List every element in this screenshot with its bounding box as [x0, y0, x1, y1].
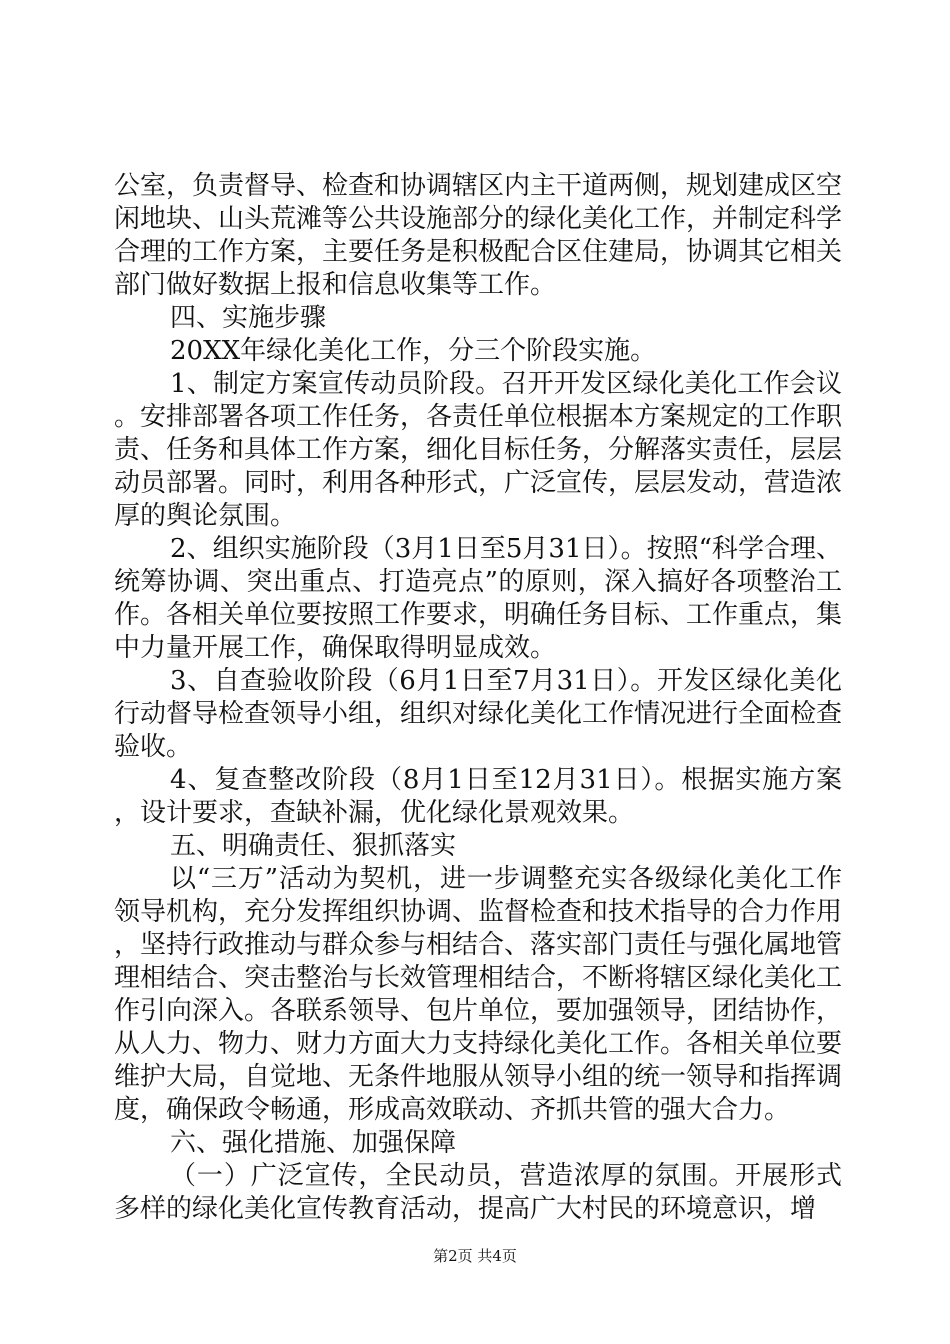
paragraph-phases-intro: 20XX年绿化美化工作，分三个阶段实施。 [170, 336, 657, 366]
paragraph-measure-1: （一）广泛宣传，全民动员，营造浓厚的氛围。开展形式多样的绿化美化宣传教育活动，提高广大村民的环境意识，增 [114, 1161, 842, 1224]
paragraph-phase-2: 2、组织实施阶段（3月1日至5月31日）。按照“科学合理、统筹协调、突出重点、打造亮点”的原则，深入搞好各项整治工作。各相关单位要按照工作要求，明确任务目标、工作重点，集中力量开展工作，确保取得明显成效。 [114, 534, 843, 663]
paragraph-phase-4: 4、复查整改阶段（8月1日至12月31日）。根据实施方案，设计要求，查缺补漏，优化绿化景观效果。 [114, 765, 842, 828]
page-number-label: 第2页 共4页 [433, 1247, 517, 1265]
paragraph-phase-1: 1、制定方案宣传动员阶段。召开开发区绿化美化工作会议。安排部署各项工作任务，各责任单位根据本方案规定的工作职责、任务和具体工作方案，细化目标任务，分解落实责任，层层动员部署。同时，利用各种形式，广泛宣传，层层发动，营造浓厚的舆论氛围。 [114, 369, 843, 531]
document-body [114, 170, 842, 1226]
section-heading-4: 四、实施步骤 [170, 303, 327, 333]
section-heading-5: 五、明确责任、狠抓落实 [170, 831, 457, 861]
paragraph-phase-3: 3、自查验收阶段（6月1日至7月31日）。开发区绿化美化行动督导检查领导小组，组织对绿化美化工作情况进行全面检查验收。 [114, 666, 843, 762]
paragraph-responsibility: 以“三万”活动为契机，进一步调整充实各级绿化美化工作领导机构，充分发挥组织协调、监督检查和技术指导的合力作用，坚持行政推动与群众参与相结合、落实部门责任与强化属地管理相结合、突击整治与长效管理相结合，不断将辖区绿化美化工作引向深入。各联系领导、包片单位，要加强领导，团结协作，从人力、物力、财力方面大力支持绿化美化工作。各相关单位要维护大局，自觉地、无条件地服从领导小组的统一领导和指挥调度，确保政令畅通，形成高效联动、齐抓共管的强大合力。 [114, 864, 843, 1125]
page-footer [0, 1245, 950, 1266]
section-heading-6: 六、强化措施、加强保障 [170, 1128, 457, 1158]
paragraph-continuation: 公室，负责督导、检查和协调辖区内主干道两侧，规划建成区空闲地块、山头荒滩等公共设施部分的绿化美化工作，并制定科学合理的工作方案，主要任务是积极配合区住建局，协调其它相关部门做好数据上报和信息收集等工作。 [114, 171, 843, 300]
